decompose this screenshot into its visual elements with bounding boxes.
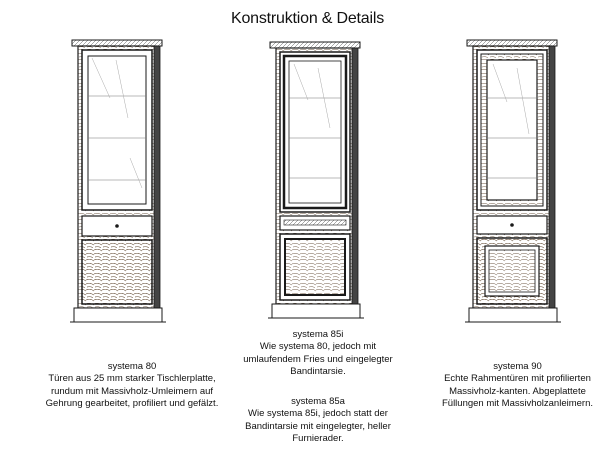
caption-systema-85a [208, 396, 428, 446]
cabinet-drawing [268, 38, 368, 326]
caption-systema-90 [405, 361, 615, 411]
caption-title: systema 85i [292, 329, 344, 340]
caption-line: Bandintarsie mit eingelegter, heller [245, 420, 391, 432]
cabinet-illustration-systema-85i [268, 38, 368, 326]
caption-title: systema 90 [493, 361, 542, 372]
caption-line: Gehrung gearbeitet, profiliert und gefälzt. [45, 398, 219, 410]
cabinet-illustration-systema-80 [70, 38, 170, 326]
caption-line: Füllungen mit Massivholzanleimern. [441, 398, 593, 410]
caption-line: Wie systema 85i, jedoch statt der [248, 408, 388, 420]
cabinet-illustration-systema-90 [465, 38, 565, 326]
caption-title: systema 80 [107, 361, 157, 372]
caption-line: Türen aus 25 mm starker Tischlerplatte, [48, 373, 216, 385]
caption-line: Bandintarsie. [290, 366, 346, 378]
caption-line: Wie systema 80, jedoch mit [259, 341, 377, 353]
caption-systema-85i [208, 329, 428, 379]
page-title: Konstruktion & Details [230, 10, 384, 27]
cabinet-drawing [465, 38, 565, 326]
caption-line: Echte Rahmentüren mit profilierten [444, 373, 591, 385]
caption-title: systema 85a [291, 396, 345, 407]
cabinet-drawing [70, 38, 170, 326]
caption-line: rundum mit Massivholz-Umleimern auf [50, 385, 214, 397]
caption-line: Furnierader. [292, 433, 344, 445]
caption-line: umlaufendem Fries und eingelegter [243, 353, 393, 365]
caption-line: Massivholz-kanten. Abgeplattete [449, 385, 586, 397]
